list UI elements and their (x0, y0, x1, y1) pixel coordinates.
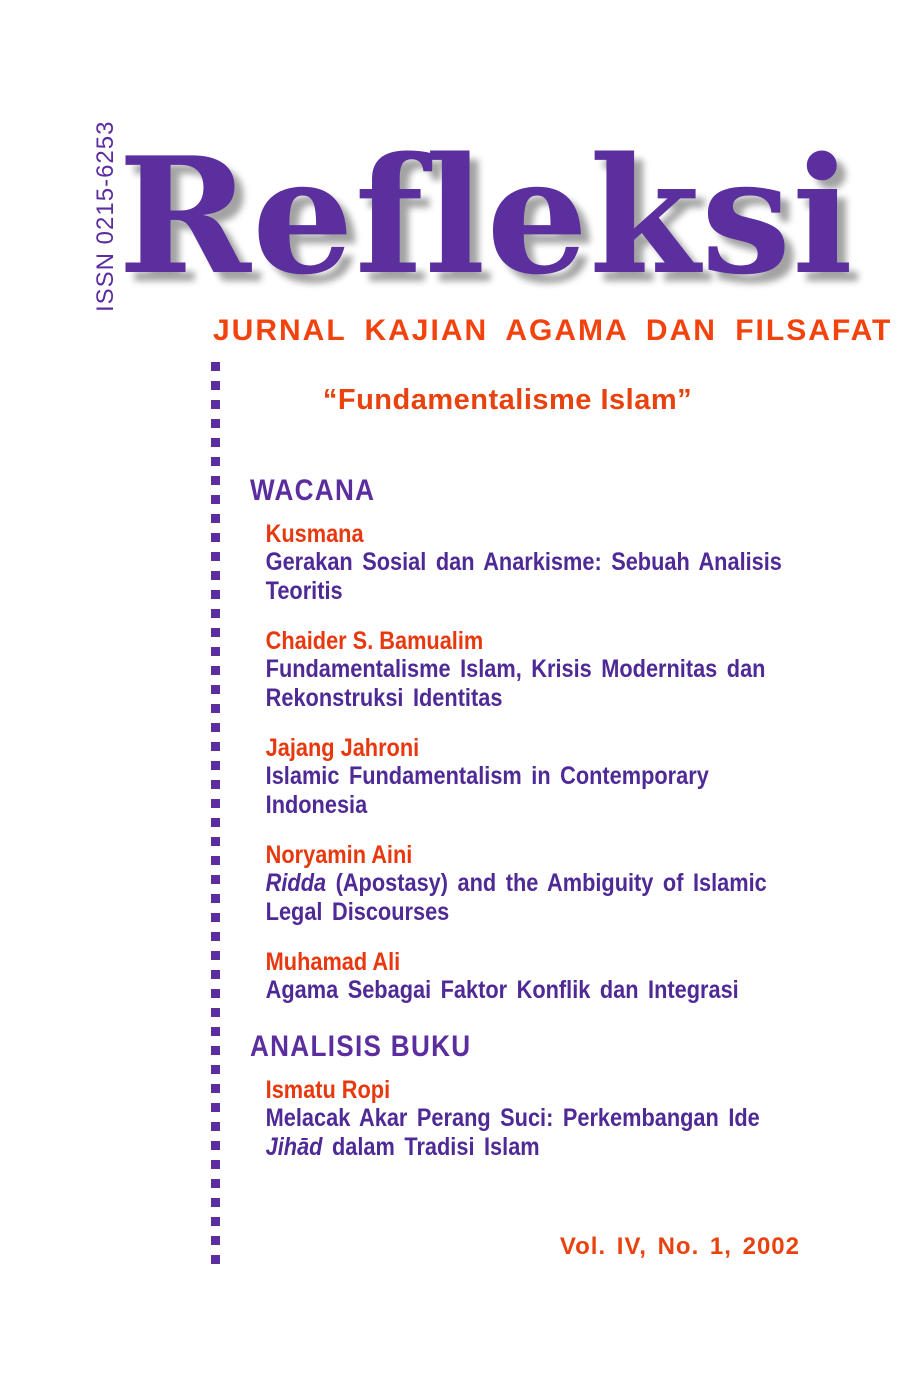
article-author: Muhamad Ali (265, 948, 401, 976)
article-author: Chaider S. Bamualim (265, 627, 484, 655)
issn-label: ISSN 0215-6253 (92, 120, 119, 312)
article-author: Jajang Jahroni (265, 734, 420, 762)
article-title-line: Fundamentalisme Islam, Krisis Modernitas dan (265, 655, 766, 683)
article-title-line: Rekonstruksi Identitas (265, 684, 503, 712)
toc-section (250, 474, 807, 1005)
toc-section (250, 1030, 807, 1162)
article-title-line: Indonesia (265, 791, 368, 819)
journal-subtitle: JURNAL KAJIAN AGAMA DAN FILSAFAT (213, 314, 893, 347)
volume-info: Vol. IV, No. 1, 2002 (559, 1233, 800, 1260)
toc-article (266, 734, 807, 820)
toc-article (266, 520, 807, 606)
article-author: Ismatu Ropi (265, 1076, 391, 1104)
article-title-line: Teoritis (265, 577, 343, 605)
article-title-line: Jihād dalam Tradisi Islam (265, 1133, 540, 1161)
article-title-line: Legal Discourses (265, 898, 450, 926)
dotted-divider (211, 362, 220, 1264)
article-author: Noryamin Aini (265, 841, 413, 869)
toc-article (266, 841, 807, 927)
article-title-line: Melacak Akar Perang Suci: Perkembangan Ide (265, 1104, 760, 1132)
article-title-line: Ridda (Apostasy) and the Ambiguity of Islamic (265, 869, 767, 897)
toc-article (266, 627, 807, 713)
article-author: Kusmana (265, 520, 364, 548)
issue-theme-title: “Fundamentalisme Islam” (322, 384, 693, 416)
table-of-contents (250, 474, 807, 1183)
article-title-line: Agama Sebagai Faktor Konflik dan Integrasi (265, 976, 739, 1004)
article-title-line: Islamic Fundamentalism in Contemporary (265, 762, 709, 790)
journal-logo: Refleksi (118, 122, 854, 310)
toc-article (266, 948, 807, 1005)
section-heading: WACANA (250, 474, 376, 507)
section-heading: ANALISIS BUKU (250, 1030, 472, 1063)
article-title-line: Gerakan Sosial dan Anarkisme: Sebuah Analisis (265, 548, 782, 576)
toc-article (266, 1076, 807, 1162)
